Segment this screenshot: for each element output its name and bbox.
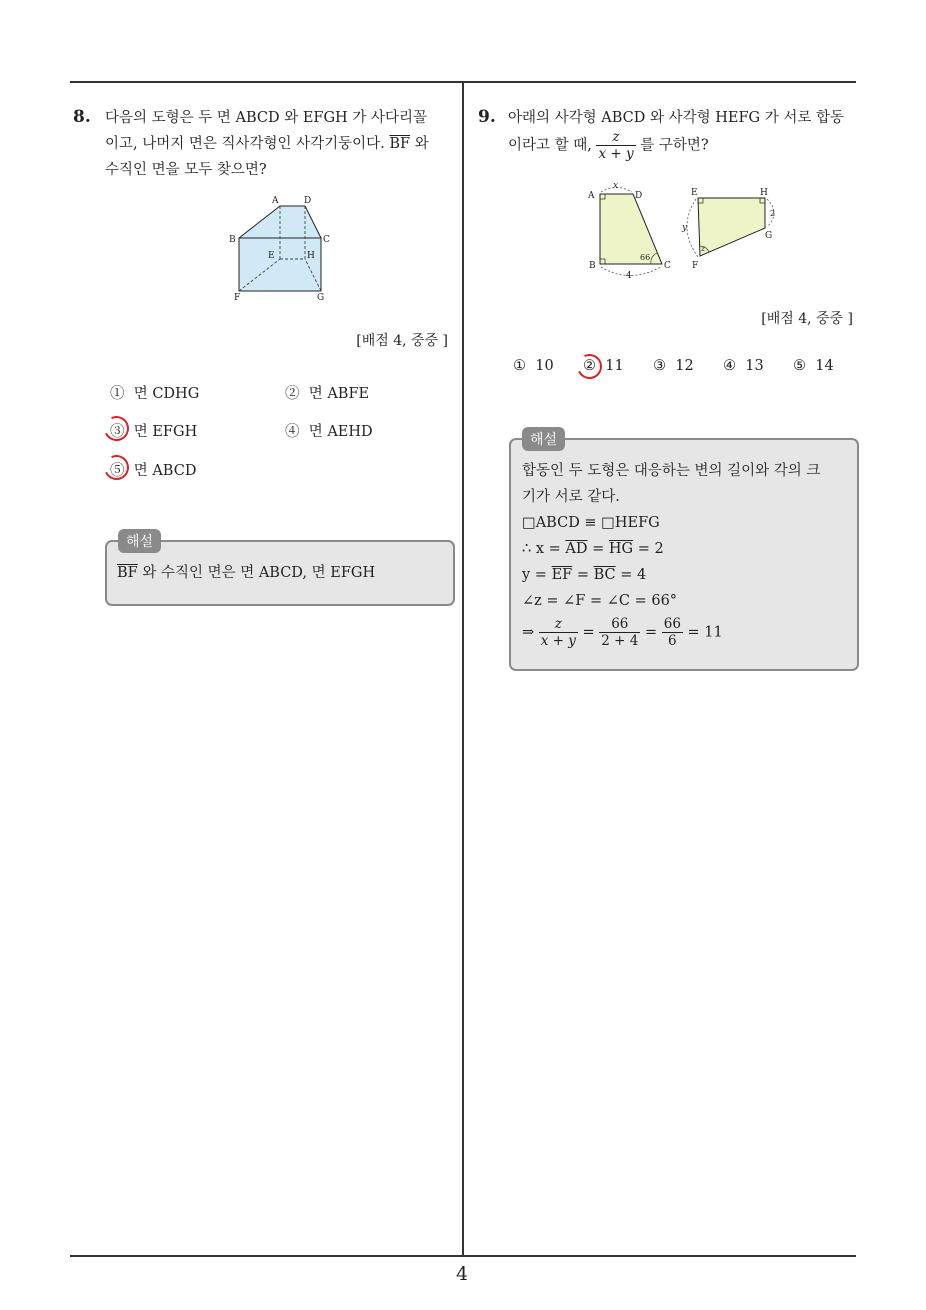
- q8-prism-figure: [225, 192, 340, 304]
- q9-sol-line1: 합동인 두 도형은 대응하는 변의 길이와 각의 크: [522, 463, 821, 479]
- label-B: B: [229, 235, 236, 245]
- quad-HEFG: [698, 198, 765, 256]
- q8-choice-5[interactable]: ⑤ 면 ABCD: [110, 463, 197, 479]
- label-G: G: [765, 231, 773, 241]
- label-A: A: [588, 191, 595, 201]
- q9-sol-line3: □ABCD ≡ □HEFG: [522, 515, 660, 531]
- column-divider: [462, 82, 464, 1257]
- q8-choice-2[interactable]: ② 면 ABFE: [285, 386, 370, 402]
- q9-sol-line6: ∠z = ∠F = ∠C = 66°: [522, 593, 678, 609]
- label-4: 4: [626, 271, 632, 280]
- label-F: F: [692, 261, 699, 271]
- q8-choice-3[interactable]: ③ 면 EFGH: [110, 424, 198, 440]
- q9-quadrilaterals-figure: [585, 180, 785, 280]
- q9-sol-line2: 기가 서로 같다.: [522, 489, 620, 505]
- q9-line1: 아래의 사각형 ABCD 와 사각형 HEFG 가 서로 합동: [508, 110, 844, 126]
- q8-text: [105, 105, 457, 183]
- q9-number: 9.: [478, 107, 496, 127]
- label-G: G: [317, 293, 325, 303]
- label-x: x: [613, 181, 619, 191]
- label-B: B: [589, 261, 596, 271]
- prism-front-face: [239, 238, 321, 291]
- label-A: A: [272, 196, 279, 206]
- q9-text: [508, 105, 860, 162]
- q8-meta: [배점 4, 중중 ]: [356, 333, 448, 349]
- q9-choice-5[interactable]: ⑤ 14: [793, 358, 834, 374]
- label-D: D: [635, 191, 643, 201]
- q9-sol-line4: ∴ $x = \overline{AD} = \overline{HG} = 2$: [522, 541, 664, 557]
- q8-line2: 이고, 나머지 면은 직사각형인 사각기둥이다. $\overline{BF}$ 와: [105, 136, 429, 152]
- label-C: C: [323, 235, 330, 245]
- label-E: E: [268, 251, 275, 261]
- q8-line3: 수직인 면을 모두 찾으면?: [105, 162, 267, 178]
- q9-answer-mark-2: [573, 350, 605, 382]
- q9-solution-tag: 해설: [522, 427, 565, 451]
- q8-solution-text: $\overline{BF}$ 와 수직인 면은 면 ABCD, 면 EFGH: [117, 565, 376, 581]
- label-H: H: [307, 251, 315, 261]
- label-2: 2: [770, 209, 776, 218]
- q8-number: 8.: [73, 107, 91, 127]
- q9-sol-frac3: $\frac{66}{6}$: [663, 616, 681, 649]
- q9-sol-frac1: $\frac{z}{x + y}$: [540, 616, 576, 649]
- quad-ABCD: [600, 194, 662, 264]
- label-H: H: [760, 188, 768, 198]
- q9-sol-line7: ⇒ $\frac{z}{x + y}$ = $\frac{66}{2 + 4}$ = $\frac{66}{6}$ = 11: [522, 616, 723, 649]
- q9-meta: [배점 4, 중중 ]: [761, 311, 853, 327]
- label-y: y: [682, 223, 688, 233]
- q8-choice-1[interactable]: ① 면 CDHG: [110, 386, 200, 402]
- bottom-rule: [70, 1255, 856, 1257]
- label-F: F: [234, 293, 241, 303]
- q8-choice-4[interactable]: ④ 면 AEHD: [285, 424, 373, 440]
- label-E: E: [691, 188, 698, 198]
- q8-line1: 다음의 도형은 두 면 ABCD 와 EFGH 가 사다리꼴: [105, 110, 427, 126]
- label-D: D: [304, 196, 312, 206]
- q9-line2: 이라고 할 때, $\frac{z}{x + y}$ 를 구하면?: [508, 129, 709, 162]
- q9-choice-3[interactable]: ③ 12: [653, 358, 694, 374]
- q9-question-fraction: $\frac{z}{x + y}$: [598, 129, 634, 162]
- label-C: C: [664, 261, 671, 271]
- page-number: 4: [456, 1263, 469, 1285]
- q9-sol-frac2: $\frac{66}{2 + 4}$: [601, 616, 639, 649]
- q9-choice-4[interactable]: ④ 13: [723, 358, 764, 374]
- label-66: 66: [640, 253, 651, 262]
- q9-solution-text: [522, 458, 852, 649]
- label-z: z: [701, 244, 706, 253]
- q9-sol-line5: $y = \overline{EF} = \overline{BC} = 4$: [522, 567, 647, 583]
- q9-choice-1[interactable]: ① 10: [513, 358, 554, 374]
- q8-solution-tag: 해설: [118, 529, 161, 553]
- q9-choice-2[interactable]: ② 11: [583, 358, 624, 374]
